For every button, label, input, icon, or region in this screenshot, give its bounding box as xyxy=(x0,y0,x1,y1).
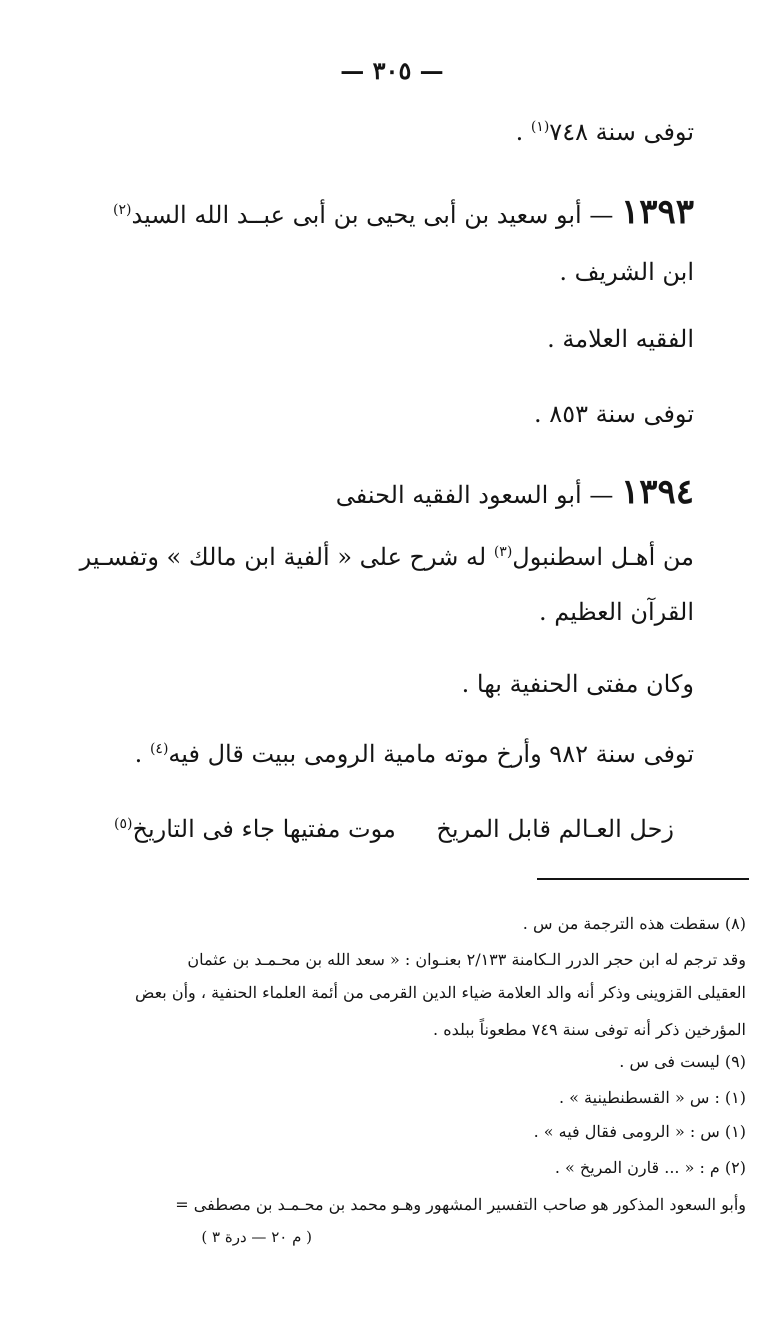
footnote-ref-2: (٢) xyxy=(113,202,132,218)
signature-mark: ( م ٢٠ — درة ٣ ) xyxy=(201,1228,312,1246)
death-year-line-prev: توفى سنة ٧٤٨$^{(١)}$ . xyxy=(515,118,694,146)
verse-hemistich-second xyxy=(114,815,396,843)
entry-1394-origin: من أهـل اسطنبول xyxy=(512,543,694,571)
entry-1393-name-continued: ابن الشريف . xyxy=(559,258,694,286)
death-year-text: توفى سنة ٧٤٨ xyxy=(549,118,694,146)
footnote-8-line-4: المؤرخين ذكر أنه توفى سنة ٧٤٩ مطعوناً ببلده . xyxy=(433,1020,746,1039)
entry-1394-paragraph-1 xyxy=(74,543,694,572)
entry-number-1394: ١٣٩٤ xyxy=(620,472,694,512)
footnote-ref-4: (٤) xyxy=(149,741,169,757)
footnote-1a: (١) : س « القسطنطينية » . xyxy=(558,1088,746,1107)
entry-1393-description: الفقيه العلامة . xyxy=(547,325,694,353)
entry-number-1393: ١٣٩٣ xyxy=(620,192,694,232)
footnote-1b: (١) س : « الرومى فقال فيه » . xyxy=(533,1122,746,1141)
footnote-2: (٢) م : « ... قارن المريخ » . xyxy=(554,1158,746,1177)
verse-hemistich-second-text: موت مفتيها جاء فى التاريخ xyxy=(132,815,396,843)
entry-1393-death-year: توفى سنة ٨٥٣ . xyxy=(534,400,694,428)
entry-1394-heading xyxy=(74,472,694,513)
entry-1393-name: — أبو سعيد بن أبى يحيى بن أبى عبــد الله السيد xyxy=(131,201,614,229)
footnote-8-line-3: العقيلى القزوينى وذكر أنه والد العلامة ضياء الدين القرمى من أئمة العلماء الحنفية ، وأن بعض xyxy=(134,983,746,1002)
footnote-ref-1: (١) xyxy=(530,119,550,135)
entry-1394-death-text: توفى سنة ٩٨٢ وأرخ موته مامية الرومى ببيت قال فيه xyxy=(168,740,694,768)
footnote-ref-3: (٣) xyxy=(493,544,513,560)
poem-verse xyxy=(114,815,674,843)
entry-1393-heading xyxy=(74,192,694,233)
entry-1394-paragraph-3: توفى سنة ٩٨٢ وأرخ موته مامية الرومى ببيت قال فيه$^{(٤)}$ . xyxy=(134,740,694,768)
footnote-9: (٩) ليست فى س . xyxy=(619,1052,746,1071)
footnote-8: (٨) سقطت هذه الترجمة من س . xyxy=(522,914,746,933)
footnote-separator xyxy=(537,878,749,880)
verse-hemistich-first: زحل العـالم قابل المريخ xyxy=(436,815,674,843)
footnote-ref-5: (٥) xyxy=(114,816,133,832)
entry-1394-name: — أبو السعود الفقيه الحنفى xyxy=(335,481,614,509)
footnote-8-line-2: وقد ترجم له ابن حجر الدرر الـكامنة ٢/١٣٣ بعنـوان : « سعد الله بن محـمـد بن عثمان xyxy=(187,950,746,969)
entry-1394-paragraph-2: وكان مفتى الحنفية بها . xyxy=(461,670,694,698)
footnote-last-line: وأبو السعود المذكور هو صاحب التفسير المشهور وهـو محمد بن محـمـد بن مصطفى = xyxy=(175,1195,746,1214)
entry-1394-paragraph-1-cont: القرآن العظيم . xyxy=(538,598,694,626)
page-number: — ٣٠٥ — xyxy=(340,56,444,85)
entry-1394-works: له شرح على « ألفية ابن مالك » وتفسـير xyxy=(79,543,487,571)
